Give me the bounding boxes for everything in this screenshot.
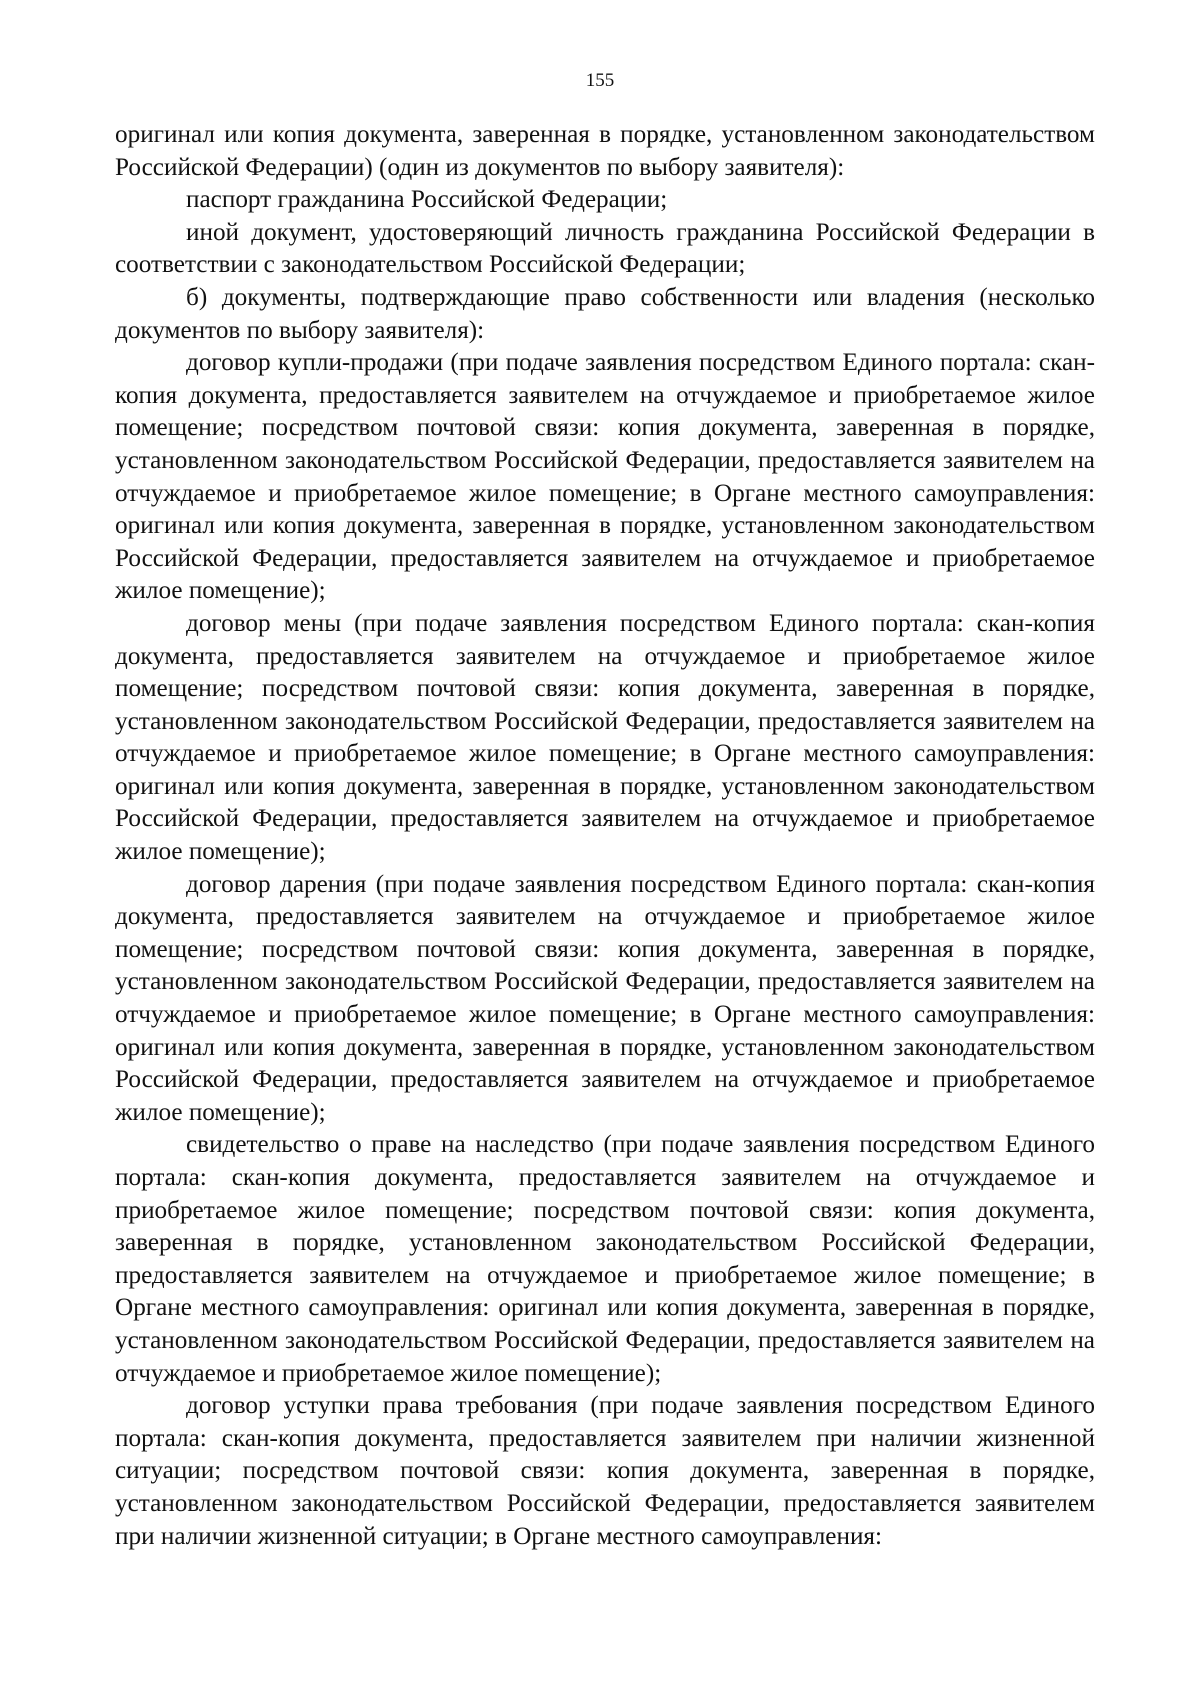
paragraph-assignment-contract: договор уступки права требования (при подаче заявления посредством Единого портала: скан-копия документа, предоставляется заявителем при наличии жизненной ситуации; посредством почтовой связи: копия документа, заверенная в порядке, установленном законодательством Российской Федерации, предоставляется заявителем при наличии жизненной ситуации; в Органе местного самоуправления: xyxy=(115,1392,1095,1550)
paragraph-passport: паспорт гражданина Российской Федерации; xyxy=(186,186,668,214)
paragraph-gift-contract: договор дарения (при подаче заявления посредством Единого портала: скан-копия документа, предоставляется заявителем на отчуждаемое и приобретаемое жилое помещение; посредством почтовой связи: копия документа, заверенная в порядке, установленном законодательством Российской Федерации, предоставляется заявителем на отчуждаемое и приобретаемое жилое помещение; в Органе местного самоуправления: оригинал или копия документа, заверенная в порядке, установленном законодательством Российской Федерации, предоставляется заявителем на отчуждаемое и приобретаемое жилое помещение); xyxy=(115,870,1095,1126)
page-number: 155 xyxy=(585,70,615,91)
paragraph-sale-contract: договор купли-продажи (при подаче заявления посредством Единого портала: скан-копия документа, предоставляется заявителем на отчуждаемое и приобретаемое жилое помещение; посредством почтовой связи: копия документа, заверенная в порядке, установленном законодательством Российской Федерации, предоставляется заявителем на отчуждаемое и приобретаемое жилое помещение; в Органе местного самоуправления: оригинал или копия документа, заверенная в порядке, установленном законодательством Российской Федерации, предоставляется заявителем на отчуждаемое и приобретаемое жилое помещение); xyxy=(115,349,1095,605)
paragraph-continuation: оригинал или копия документа, заверенная в порядке, установленном законодательством Российской Федерации) (один из документов по выбору заявителя): xyxy=(115,121,1095,181)
paragraph-identity-document: иной документ, удостоверяющий личность гражданина Российской Федерации в соответствии с законодательством Российской Федерации; xyxy=(115,218,1095,279)
document-body xyxy=(115,119,1095,1553)
paragraph-ownership-documents: б) документы, подтверждающие право собственности или владения (несколько документов по выбору заявителя): xyxy=(115,283,1095,344)
paragraph-exchange-contract: договор мены (при подаче заявления посредством Единого портала: скан-копия документа, предоставляется заявителем на отчуждаемое и приобретаемое жилое помещение; посредством почтовой связи: копия документа, заверенная в порядке, установленном законодательством Российской Федерации, предоставляется заявителем на отчуждаемое и приобретаемое жилое помещение; в Органе местного самоуправления: оригинал или копия документа, заверенная в порядке, установленном законодательством Российской Федерации, предоставляется заявителем на отчуждаемое и приобретаемое жилое помещение); xyxy=(115,609,1095,866)
paragraph-inheritance-certificate: свидетельство о праве на наследство (при подаче заявления посредством Единого портала: скан-копия документа, предоставляется заявителем на отчуждаемое и приобретаемое жилое помещение; посредством почтовой связи: копия документа, заверенная в порядке, установленном законодательством Российской Федерации, предоставляется заявителем на отчуждаемое и приобретаемое жилое помещение; в Органе местного самоуправления: оригинал или копия документа, заверенная в порядке, установленном законодательством Российской Федерации, предоставляется заявителем на отчуждаемое и приобретаемое жилое помещение); xyxy=(115,1131,1095,1387)
